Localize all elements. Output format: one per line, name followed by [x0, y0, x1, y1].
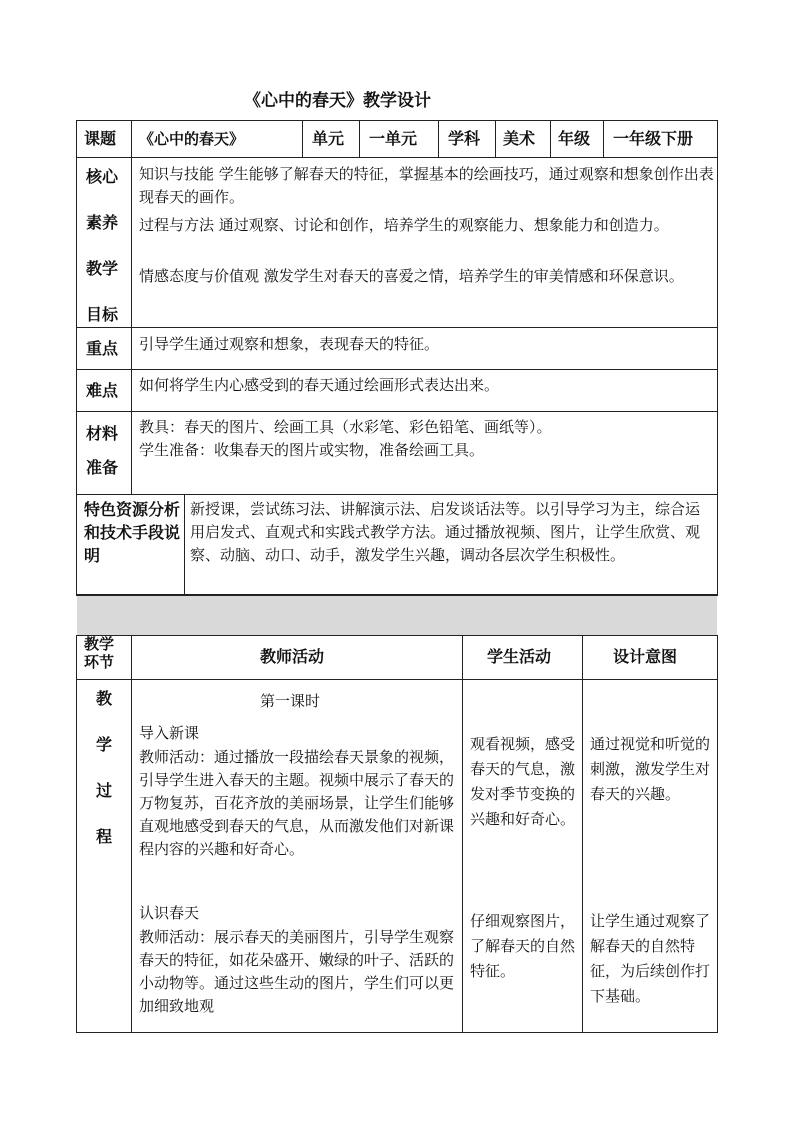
materials-label — [86, 423, 118, 479]
process-label — [96, 688, 112, 848]
grade-label: 年级 — [558, 129, 591, 148]
step2-student: 仔细观察图片，了解春天的自然特征。 — [470, 912, 576, 980]
materials-label-line: 材料 — [86, 424, 119, 443]
resources-label: 特色资源分析和技术手段说明 — [84, 500, 181, 565]
objectives-knowledge: 知识与技能 学生能够了解春天的特征，掌握基本的绘画技巧，通过观察和想象创作出表现春天的画作。 — [139, 165, 714, 206]
objectives-label-line: 目标 — [86, 305, 119, 324]
objectives-label-line: 教学 — [86, 259, 119, 278]
process-label-char: 教 — [96, 689, 113, 708]
step1-text: 教师活动：通过播放一段描绘春天景象的视频，引导学生进入春天的主题。视频中展示了春天的万物复苏，百花齐放的美丽场景，让学生们能够直观地感受到春天的气息，从而激发他们对新课程内容的兴趣和好奇心。 — [139, 748, 455, 858]
unit-value: 一单元 — [369, 129, 418, 148]
unit-label: 单元 — [312, 129, 345, 148]
step1-title: 导入新课 — [139, 724, 200, 742]
objectives-emotion: 情感态度与价值观 激发学生对春天的喜爱之情，培养学生的审美情感和环保意识。 — [139, 267, 684, 285]
step2-text: 教师活动：展示春天的美丽图片，引导学生观察春天的特征，如花朵盛开、嫩绿的叶子、活跃的小动物等。通过这些生动的图片，学生们可以更加细致地观 — [139, 928, 455, 1015]
subject-value: 美术 — [503, 129, 536, 148]
objectives-label-line: 核心 — [86, 167, 119, 186]
topic-label: 课题 — [84, 129, 117, 148]
materials-student: 学生准备：收集春天的图片或实物，准备绘画工具。 — [139, 441, 485, 459]
design-intent-header: 设计意图 — [613, 647, 678, 666]
step1-student: 观看视频，感受春天的气息，激发对季节变换的兴趣和好奇心。 — [470, 735, 576, 828]
key-point-label: 重点 — [86, 339, 119, 358]
stage-header: 教学环节 — [84, 635, 115, 671]
step2-intent: 让学生通过观察了解春天的自然特征，为后续创作打下基础。 — [590, 912, 711, 1005]
subject-label: 学科 — [448, 129, 481, 148]
process-label-char: 学 — [96, 735, 113, 754]
materials-teacher: 教具：春天的图片、绘画工具（水彩笔、彩色铅笔、画纸等）。 — [139, 418, 552, 436]
objectives-label — [86, 166, 118, 326]
student-activity-header: 学生活动 — [487, 647, 552, 666]
process-label-char: 程 — [96, 827, 113, 846]
section-separator — [77, 595, 717, 635]
process-label-char: 过 — [96, 781, 113, 800]
teacher-activity-header: 教师活动 — [260, 647, 325, 666]
step1-intent: 通过视觉和听觉的刺激，激发学生对春天的兴趣。 — [590, 735, 711, 803]
document-title: 《心中的春天》教学设计 — [244, 91, 431, 111]
grade-value: 一年级下册 — [613, 129, 694, 148]
step2-title: 认识春天 — [139, 904, 200, 922]
resources-text: 新授课，尝试练习法、讲解演示法、启发谈话法等。以引导学习为主，综合运用启发式、直观式和实践式教学方法。通过播放视频、图片，让学生欣赏、观察、动脑、动口、动手，激发学生兴趣，调动各层次学生积极性。 — [190, 500, 701, 564]
topic-value: 《心中的春天》 — [139, 130, 245, 148]
key-point-text: 引导学生通过观察和想象，表现春天的特征。 — [139, 335, 440, 353]
difficulty-label: 难点 — [86, 381, 119, 400]
lesson-title: 第一课时 — [260, 692, 321, 710]
materials-label-line: 准备 — [86, 458, 119, 477]
objectives-label-line: 素养 — [86, 213, 119, 232]
difficulty-text: 如何将学生内心感受到的春天通过绘画形式表达出来。 — [139, 376, 500, 394]
objectives-process: 过程与方法 通过观察、讨论和创作，培养学生的观察能力、想象能力和创造力。 — [139, 216, 669, 234]
